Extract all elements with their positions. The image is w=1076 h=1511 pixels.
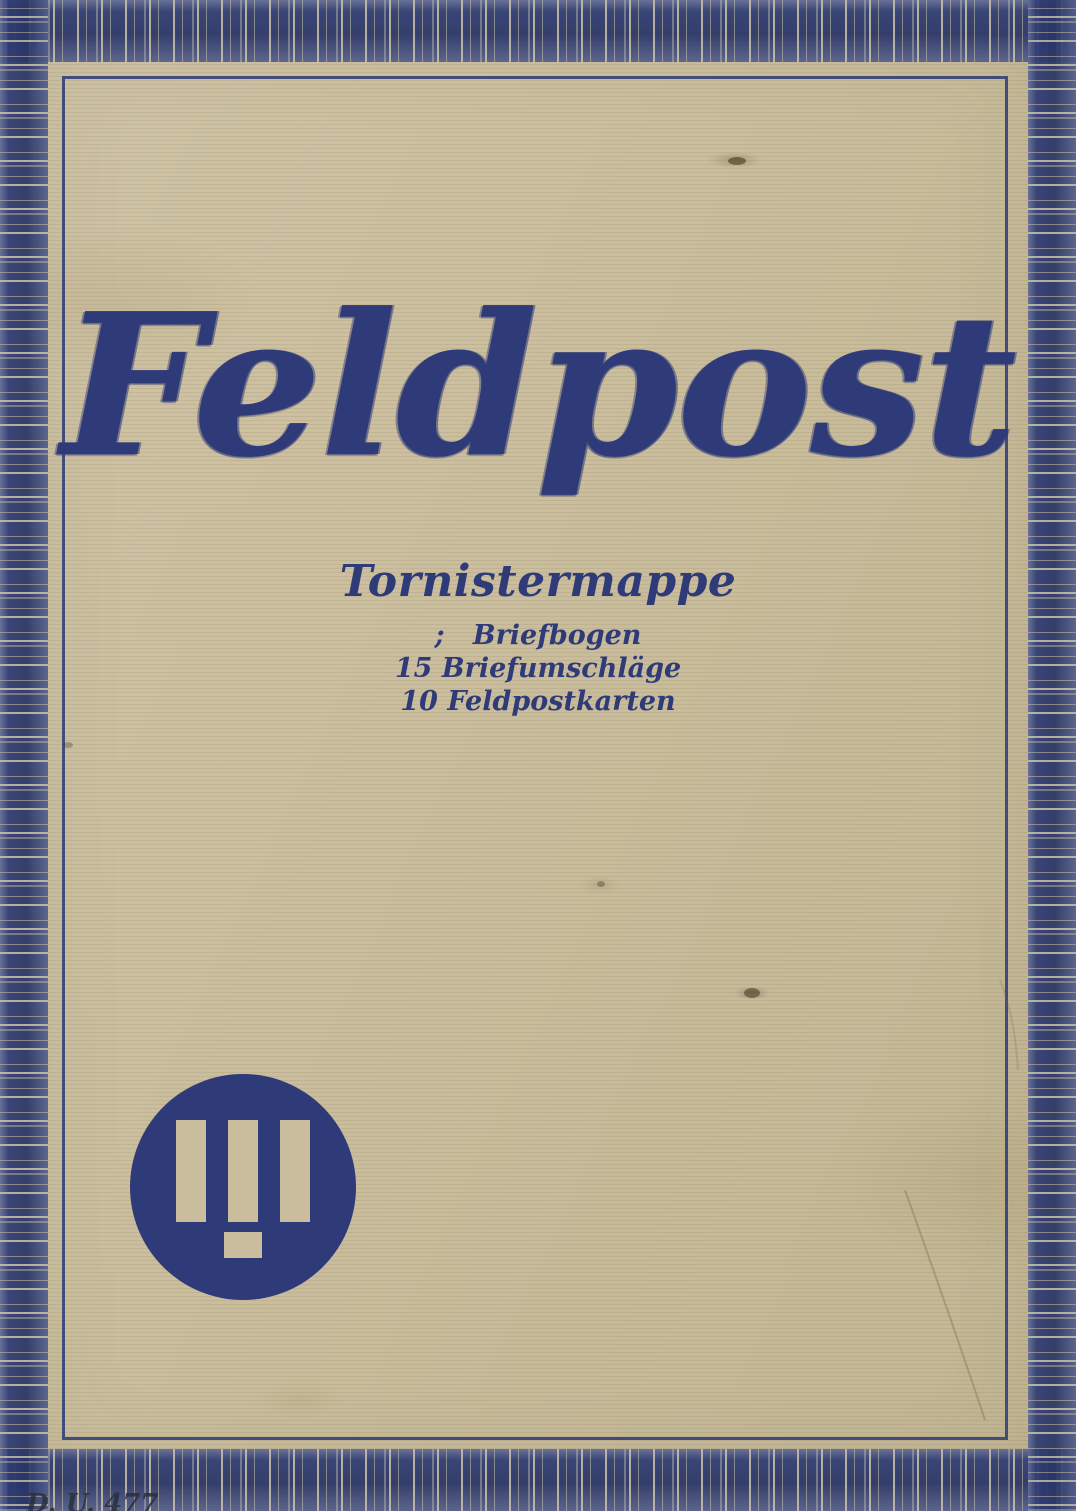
contents-line: 10 Feldpostkarten bbox=[400, 685, 676, 717]
subtitle: Tornistermappe bbox=[339, 556, 737, 607]
imprint-code: D. U. 477 bbox=[26, 1489, 159, 1511]
ornamental-border-left bbox=[0, 0, 48, 1511]
contents-list bbox=[0, 620, 1076, 719]
ornamental-border-bottom bbox=[0, 1449, 1076, 1511]
contents-line: ; Briefbogen bbox=[434, 620, 642, 651]
page-title: Feldpost bbox=[60, 271, 1015, 501]
ornamental-border-right bbox=[1028, 0, 1076, 1511]
contents-line: 15 Briefumschläge bbox=[394, 652, 682, 684]
ornamental-border-top bbox=[0, 0, 1076, 62]
publisher-roundel-logo bbox=[128, 1072, 358, 1302]
